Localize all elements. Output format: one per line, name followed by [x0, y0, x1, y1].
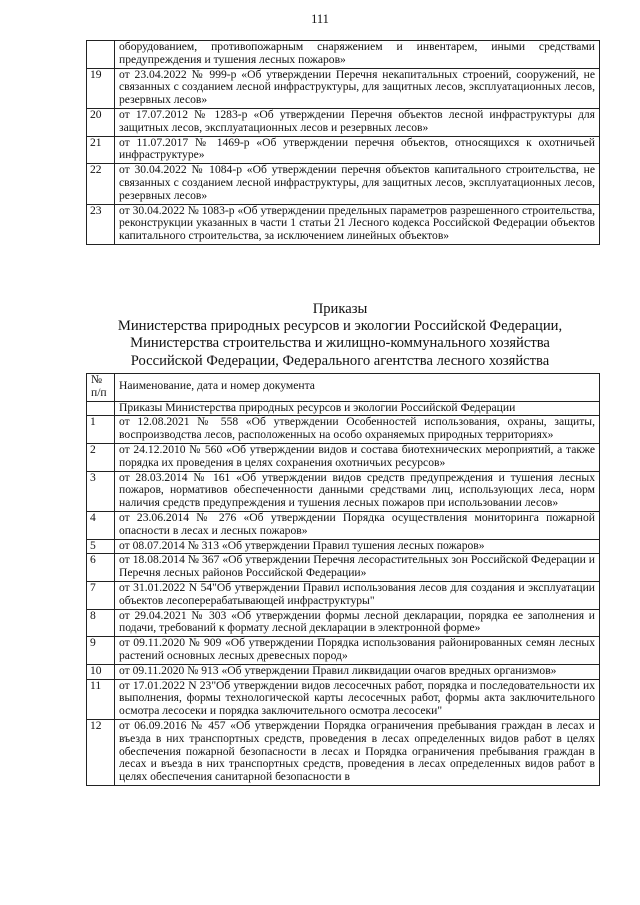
table-row: [87, 679, 600, 719]
row-document: от 08.07.2014 № 313 «Об утверждении Правил тушения лесных пожаров»: [115, 539, 600, 554]
orders-documents-table: [86, 373, 600, 786]
row-document: от 31.01.2022 N 54"Об утверждении Правил использования лесов для создания и эксплуатации объектов лесоперерабатывающей инфраструктуры": [115, 581, 600, 609]
row-document: от 29.04.2021 № 303 «Об утверждении формы лесной декларации, порядка ее заполнения и подачи, требований к формату лесной декларации в электронной форме»: [115, 609, 600, 637]
table-row: [87, 554, 600, 582]
row-number: 1: [87, 416, 115, 444]
table-row: [87, 609, 600, 637]
row-number: 23: [87, 204, 115, 244]
row-document: от 09.11.2020 № 913 «Об утверждении Правил ликвидации очагов вредных организмов»: [115, 664, 600, 679]
row-document: от 11.07.2017 № 1469-р «Об утверждении перечня объектов, относящихся к охотничьей инфраструктуре»: [115, 136, 600, 164]
table-subheading-row: [87, 401, 600, 416]
row-document: от 17.07.2012 № 1283-р «Об утверждении Перечня объектов лесной инфраструктуры для защитных лесов, эксплуатационных лесов и резервных лесов»: [115, 108, 600, 136]
row-document: от 09.11.2020 № 909 «Об утверждении Порядка использования районированных семян лесных растений основных лесных древесных пород»: [115, 637, 600, 665]
table-row: [87, 581, 600, 609]
row-document: от 17.01.2022 N 23"Об утверждении видов лесосечных работ, порядка и последовательности их выполнения, формы технологической карты лесосечных работ, формы акта заключительного осмотра лесосеки и порядка заключительного осмотра лесосеки": [115, 679, 600, 719]
table-row: [87, 108, 600, 136]
table-row: [87, 164, 600, 204]
row-document: от 23.04.2022 № 999-р «Об утверждении Перечня некапитальных строений, сооружений, не связанных с созданием лесной инфраструктуры, для защитных лесов, эксплуатационных лесов, резервных лесов»: [115, 68, 600, 108]
row-document: от 28.03.2014 № 161 «Об утверждении видов средств предупреждения и тушения лесных пожаров, нормативов обеспеченности данными средствами лиц, использующих леса, норм наличия средств предупреждения и тушения лесных пожаров при использовании лесов»: [115, 471, 600, 511]
table-row: [87, 416, 600, 444]
row-number: 21: [87, 136, 115, 164]
table-row: [87, 41, 600, 69]
row-document: от 18.08.2014 № 367 «Об утверждении Перечня лесорастительных зон Российской Федерации и Перечня лесных районов Российской Федерации»: [115, 554, 600, 582]
section-heading: [80, 301, 600, 370]
table-row: [87, 637, 600, 665]
top-documents-table: [86, 40, 600, 245]
row-number: 11: [87, 679, 115, 719]
table-row: [87, 664, 600, 679]
row-number: 19: [87, 68, 115, 108]
row-number: 8: [87, 609, 115, 637]
row-document: оборудованием, противопожарным снаряжением и инвентарем, иными средствами предупреждения и тушения лесных пожаров»: [115, 41, 600, 69]
table-row: [87, 719, 600, 785]
row-document: от 24.12.2010 № 560 «Об утверждении видов и состава биотехнических мероприятий, а также порядка их проведения в целях сохранения охотничьих ресурсов»: [115, 443, 600, 471]
header-number-cell: № п/п: [87, 374, 115, 402]
page-number: 111: [311, 12, 329, 26]
row-number: 10: [87, 664, 115, 679]
table-row: [87, 539, 600, 554]
row-number: 12: [87, 719, 115, 785]
row-number: 3: [87, 471, 115, 511]
section-heading-line: Приказы: [312, 301, 368, 317]
row-number: 9: [87, 637, 115, 665]
table-subheading: Приказы Министерства природных ресурсов и экологии Российской Федерации: [115, 401, 600, 416]
table-row: [87, 68, 600, 108]
row-number: 4: [87, 511, 115, 539]
table-row: [87, 136, 600, 164]
table-row: [87, 471, 600, 511]
table-row: [87, 443, 600, 471]
row-number: 20: [87, 108, 115, 136]
row-document: от 30.04.2022 № 1084-р «Об утверждении перечня объектов капитального строительства, не связанных с созданием лесной инфраструктуры, для защитных лесов, эксплуатационных лесов, резервных лесов»: [115, 164, 600, 204]
row-document: от 30.04.2022 № 1083-р «Об утверждении предельных параметров разрешенного строительства, реконструкции указанных в части 1 статьи 21 Лесного кодекса Российской Федерации объектов капитального строительства, за исключением линейных объектов»: [115, 204, 600, 244]
section-heading-line: Министерства природных ресурсов и экологии Российской Федерации,: [117, 318, 563, 335]
subheading-empty-cell: [87, 401, 115, 416]
row-number: [87, 41, 115, 69]
row-document: от 23.06.2014 № 276 «Об утверждении Порядка осуществления мониторинга пожарной опасности в лесах и лесных пожаров»: [115, 511, 600, 539]
row-number: 6: [87, 554, 115, 582]
row-document: от 12.08.2021 № 558 «Об утверждении Особенностей использования, охраны, защиты, воспроизводства лесов, расположенных на особо охраняемых природных территориях»: [115, 416, 600, 444]
section-heading-line: Министерства строительства и жилищно-коммунального хозяйства: [130, 335, 550, 352]
row-number: 5: [87, 539, 115, 554]
row-number: 7: [87, 581, 115, 609]
row-number: 22: [87, 164, 115, 204]
row-document: от 06.09.2016 № 457 «Об утверждении Порядка ограничения пребывания граждан в лесах и въезда в них транспортных средств, проведения в лесах определенных видов работ в целях обеспечения пожарной безопасности в лесах и Порядка ограничения пребывания граждан в лесах и въезда в них транспортных средств, проведения в лесах определенных видов работ в целях обеспечения санитарной безопасности в: [115, 719, 600, 785]
header-name-cell: Наименование, дата и номер документа: [115, 374, 600, 402]
table-row: [87, 511, 600, 539]
table-row: [87, 204, 600, 244]
table-header-row: [87, 374, 600, 402]
section-heading-line: Российской Федерации, Федерального агентства лесного хозяйства: [130, 352, 550, 369]
row-number: 2: [87, 443, 115, 471]
